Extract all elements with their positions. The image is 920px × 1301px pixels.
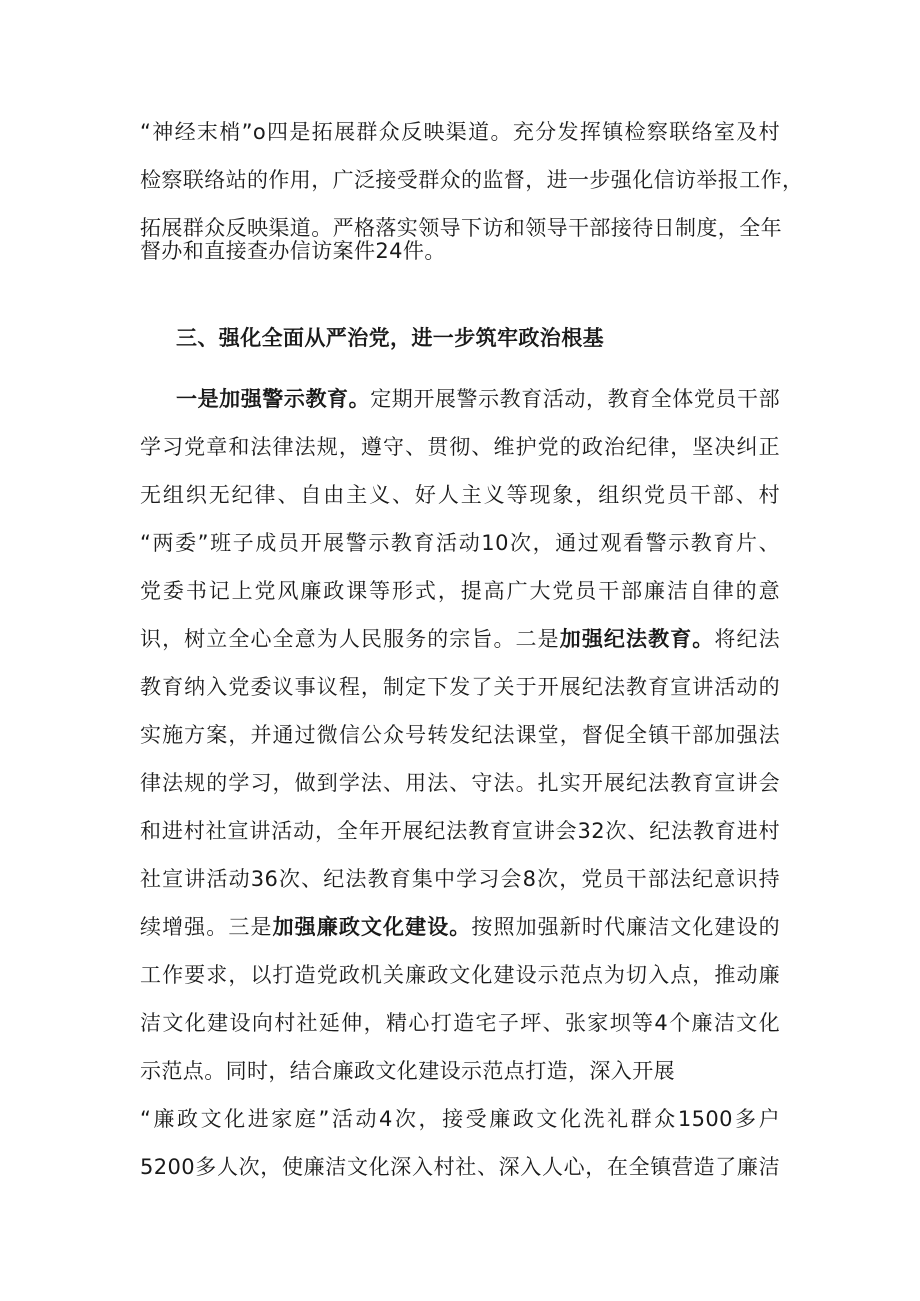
paragraph-line: “神经末梢”o四是拓展群众反映渠道。充分发挥镇检察联络室及村 (140, 120, 780, 144)
bold-lead: 加强廉政文化建设。 (272, 915, 472, 939)
paragraph-line: 和进村社宣讲活动，全年开展纪法教育宣讲会32次、纪法教育进村 (140, 819, 780, 843)
paragraph-line: 社宣讲活动36次、纪法教育集中学习会8次，党员干部法纪意识持 (140, 867, 780, 891)
line-text: 将纪法 (714, 627, 780, 651)
line-text: 识，树立全心全意为人民服务的宗旨。二是 (140, 627, 560, 651)
line-text: 续增强。三是 (140, 915, 273, 939)
paragraph-line: 示范点。同时，结合廉政文化建设示范点打造，深入开展 (140, 1059, 675, 1083)
line-text: 定期开展警示教育活动，教育全体党员干部 (370, 387, 780, 411)
paragraph-line: 工作要求，以打造党政机关廉政文化建设示范点为切入点，推动廉 (140, 963, 780, 987)
paragraph-line (140, 911, 780, 943)
bold-lead: 加强纪法教育。 (559, 627, 715, 651)
paragraph-line (176, 383, 780, 415)
paragraph-line: “两委”班子成员开展警示教育活动10次，通过观看警示教育片、 (140, 531, 780, 555)
section-heading: 三、强化全面从严治党，进一步筑牢政治根基 (176, 326, 604, 350)
paragraph-line: 洁文化建设向村社延伸，精心打造宅子坪、张家坝等4个廉洁文化 (140, 1011, 780, 1035)
paragraph-line: 党委书记上党风廉政课等形式，提高广大党员干部廉洁自律的意 (140, 579, 780, 603)
line-text: 按照加强新时代廉洁文化建设的 (471, 915, 780, 939)
paragraph-line: 学习党章和法律法规，遵守、贯彻、维护党的政治纪律，坚决纠正 (140, 435, 780, 459)
paragraph-line: 5200多人次，使廉洁文化深入村社、深入人心，在全镇营造了廉洁 (140, 1155, 780, 1179)
paragraph-line: 律法规的学习，做到学法、用法、守法。扎实开展纪法教育宣讲会 (140, 771, 780, 795)
paragraph-line: “廉政文化进家庭”活动4次，接受廉政文化洗礼群众1500多户 (140, 1107, 780, 1131)
paragraph-line: 无组织无纪律、自由主义、好人主义等现象，组织党员干部、村 (140, 483, 780, 507)
paragraph-line: 检察联络站的作用，广泛接受群众的监督，进一步强化信访举报工作， (140, 168, 804, 192)
paragraph-line (140, 623, 780, 655)
paragraph-line: 教育纳入党委议事议程，制定下发了关于开展纪法教育宣讲活动的 (140, 675, 780, 699)
paragraph-line: 督办和直接查办信访案件24件。 (140, 239, 446, 263)
bold-lead: 一是加强警示教育。 (176, 387, 371, 411)
paragraph-line: 拓展群众反映渠道。严格落实领导下访和领导干部接待日制度，全年 (140, 216, 782, 240)
paragraph-line: 实施方案，并通过微信公众号转发纪法课堂，督促全镇干部加强法 (140, 723, 780, 747)
